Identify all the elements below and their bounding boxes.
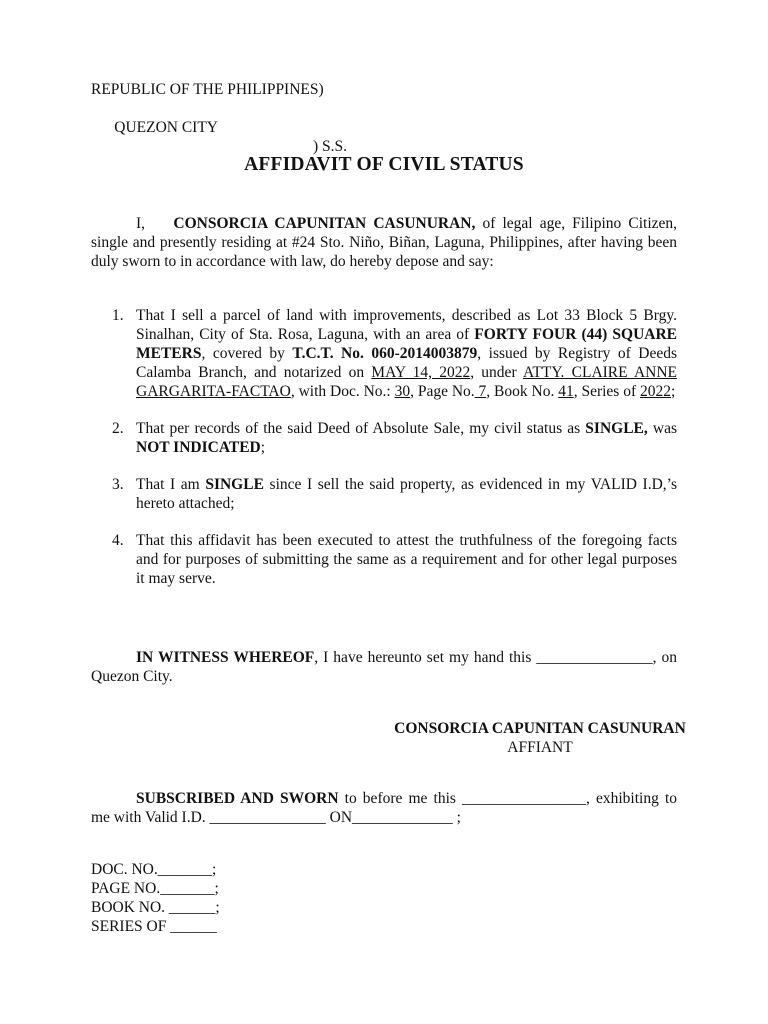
single-emphasis: SINGLE — [205, 476, 264, 493]
item-text: , Page No. — [410, 383, 475, 400]
venue-republic: REPUBLIC OF THE PHILIPPINES) — [91, 81, 324, 98]
witness-text: , I have hereunto set my hand this _______________, on Quezon City. — [91, 649, 677, 685]
intro-text: of legal age, Filipino Citizen, single and presently residing at #24 Sto. Niño, Biñan, Laguna, Philippines, after having been duly sworn to in accordance with law, do hereby depose and say: — [91, 215, 678, 270]
document-title: AFFIDAVIT OF CIVIL STATUS — [244, 154, 524, 175]
item-text: , under — [470, 364, 517, 381]
item-text: since I sell the said property, as evidenced in my VALID I.D,’s hereto attached; — [136, 476, 677, 512]
item-number: 4. — [112, 532, 124, 549]
tct-number: T.C.T. No. 060-2014003879 — [292, 345, 478, 362]
list-item — [91, 531, 677, 588]
item-number: 1. — [112, 307, 124, 324]
page-no-line: PAGE NO._______; — [91, 880, 219, 897]
land-area: FORTY FOUR (44) SQUARE METERS — [136, 326, 677, 362]
item-text: ; — [260, 439, 266, 456]
series-value: 2022 — [640, 383, 671, 400]
book-no-line: BOOK NO. ______; — [91, 899, 220, 916]
item-text: That per records of the said Deed of Absolute Sale, my civil status as — [136, 420, 581, 437]
affiant-name: CONSORCIA CAPUNITAN CASUNURAN — [394, 720, 686, 737]
page-no-text: 7 — [478, 383, 487, 400]
status-single: SINGLE, — [585, 420, 648, 437]
list-item — [91, 419, 677, 457]
series-line: SERIES OF ______ — [91, 918, 217, 935]
venue-city-row — [91, 99, 491, 155]
list-item — [91, 306, 677, 401]
deposition-list — [91, 306, 677, 606]
jurat-text: to before me this ________________, exhibiting to me with Valid I.D. _______________ ON_____________ ; — [91, 790, 677, 826]
book-no-value: 41 — [558, 383, 574, 400]
item-text: ; — [671, 383, 676, 400]
item-text: That I am — [136, 476, 200, 493]
item-text: That this affidavit has been executed to attest the truthfulness of the foregoing facts and for purposes of submitting the same as a requirement and for other legal purposes it may serve. — [136, 532, 677, 587]
page-no-value — [475, 383, 487, 400]
jurat-lead: SUBSCRIBED AND SWORN — [136, 790, 339, 807]
notary-name: ATTY. CLAIRE ANNE GARGARITA-FACTAO — [136, 364, 677, 400]
affiant-name-intro: CONSORCIA CAPUNITAN CASUNURAN, — [173, 215, 476, 232]
item-number: 3. — [112, 476, 124, 493]
affiant-signature-block — [290, 719, 768, 757]
item-number: 2. — [112, 420, 124, 437]
intro-prefix: I, — [136, 215, 146, 232]
venue-block — [91, 80, 491, 155]
witness-paragraph — [91, 648, 677, 686]
venue-city: QUEZON CITY — [114, 119, 218, 136]
affiant-label: AFFIANT — [507, 739, 573, 756]
doc-no-line: DOC. NO._______; — [91, 861, 217, 878]
item-text: , Series of — [573, 383, 637, 400]
notarized-date: MAY 14, 2022 — [371, 364, 471, 381]
item-text: , Book No. — [486, 383, 555, 400]
doc-no-value: 30 — [394, 383, 411, 400]
intro-paragraph — [91, 214, 677, 271]
item-text: , issued by Registry of Deeds Calamba Branch, and notarized on — [136, 345, 678, 381]
notarial-register-block — [91, 860, 391, 936]
item-text: was — [652, 420, 678, 437]
list-item — [91, 475, 677, 513]
item-text: , with Doc. No.: — [290, 383, 391, 400]
item-text: , covered by — [201, 345, 285, 362]
witness-lead: IN WITNESS WHEREOF — [136, 649, 315, 666]
item-text: That I sell a parcel of land with improvements, described as Lot 33 Block 5 Brgy. Sinalhan, City of Sta. Rosa, Laguna, with an area of — [136, 307, 677, 343]
venue-ss: ) S.S. — [313, 138, 348, 155]
not-indicated: NOT INDICATED — [136, 439, 261, 456]
jurat-paragraph — [91, 789, 677, 827]
